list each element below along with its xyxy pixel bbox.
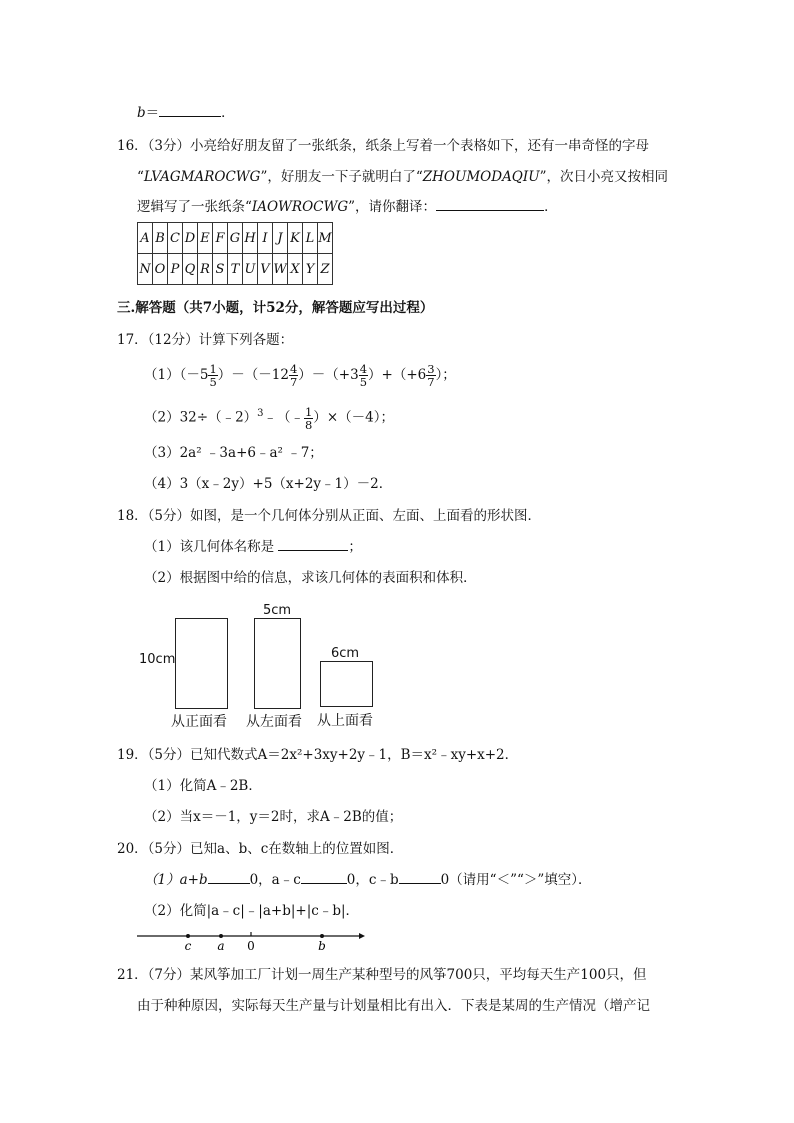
width-label: 5cm	[263, 603, 292, 618]
cipher-cell: N	[138, 254, 153, 285]
fraction: $\frac{1}{5}$	[209, 362, 217, 389]
fraction: $\frac{1}{8}$	[305, 404, 313, 432]
cipher-cell: R	[198, 254, 213, 285]
cipher-cell: J	[273, 223, 288, 254]
q21-line2: 由于种种原因，实际每天生产量与计划量相比有出入．下表是某周的生产情况（增产记	[137, 998, 650, 1014]
cipher-cell: V	[258, 254, 273, 285]
fraction: $\frac{4}{7}$	[289, 362, 298, 389]
q17-part2: （2）32÷（﹣2）$^3$﹣（﹣ $\frac{1}{8}$ ）×（－4）；	[144, 404, 395, 432]
q20-head: 20．（5分）已知a、b、c在数轴上的位置如图．	[117, 841, 404, 857]
cipher-cell: Q	[183, 254, 198, 285]
q19-head: 19．（5分）已知代数式A＝2x²+3xy+2y﹣1，B＝x²﹣xy+x+2．	[117, 747, 519, 763]
cipher-cell: B	[153, 223, 168, 254]
arrow-icon	[359, 933, 365, 939]
left-view-rect	[254, 618, 301, 709]
q15-answer-line: b＝ ．	[137, 105, 235, 121]
q16-line1: 16．（3分）小亮给好朋友留了一张纸条，纸条上写着一个表格如下，还有一串奇怪的字母	[117, 138, 650, 154]
point-a	[219, 934, 223, 938]
cipher-row	[138, 223, 333, 254]
cipher-cell: O	[153, 254, 168, 285]
answer-blank	[208, 871, 250, 884]
cipher-cell: Y	[303, 254, 318, 285]
left-view-caption: 从左面看	[246, 714, 302, 730]
answer-blank	[301, 871, 347, 884]
label-zero: 0	[247, 939, 255, 953]
cipher-table	[137, 222, 333, 285]
cipher-row	[138, 254, 333, 285]
cipher-cell: F	[213, 223, 228, 254]
answer-blank	[278, 538, 348, 551]
cipher-cell: C	[168, 223, 183, 254]
q18-part1: （1）该几何体名称是 ；	[144, 539, 362, 555]
cipher-cell: D	[183, 223, 198, 254]
q17-part3: （3）2a² ﹣3a+6﹣a² ﹣7；	[144, 445, 323, 461]
cipher-cell: I	[258, 223, 273, 254]
q21-line1: 21．（7分）某风筝加工厂计划一周生产某种型号的风筝700只，平均每天生产100只，但	[117, 967, 647, 983]
q16-line2: “LVAGMAROCWG”，好朋友一下子就明白了“ZHOUMODAQIU”，次日小亮又按相同	[137, 169, 668, 185]
number-line	[137, 930, 365, 954]
answer-blank	[436, 198, 544, 211]
cipher-cell: T	[228, 254, 243, 285]
label-a: a	[217, 939, 225, 953]
q19-part1: （1）化简A﹣2B．	[144, 778, 262, 794]
section-heading: 三.解答题（共7小题，计52分，解答题应写出过程）	[117, 300, 434, 316]
answer-blank	[159, 104, 221, 117]
front-view-rect	[175, 618, 228, 709]
top-view-rect	[320, 661, 373, 707]
cipher-cell: Z	[318, 254, 333, 285]
q20-part2: （2）化简|a﹣c|﹣|a+b|+|c﹣b|．	[144, 903, 360, 919]
depth-label: 6cm	[331, 646, 360, 661]
label-c: c	[184, 939, 192, 953]
point-b	[320, 934, 324, 938]
fraction: $\frac{3}{7}$	[427, 362, 435, 389]
top-view-caption: 从上面看	[317, 713, 373, 729]
cipher-cell: K	[288, 223, 303, 254]
cipher-cell: A	[138, 223, 153, 254]
cipher-cell: E	[198, 223, 213, 254]
cipher-cell: L	[303, 223, 318, 254]
label-b: b	[318, 939, 326, 953]
cipher-cell: P	[168, 254, 183, 285]
q19-part2: （2）当x＝－1，y＝2时，求A﹣2B的值；	[144, 809, 403, 825]
q18-part2: （2）根据图中给的信息，求该几何体的表面积和体积．	[144, 570, 477, 586]
cipher-cell: X	[288, 254, 303, 285]
answer-blank	[399, 871, 441, 884]
q18-head: 18．（5分）如图，是一个几何体分别从正面、左面、上面看的形状图．	[117, 508, 542, 524]
q20-part1: （1）a+b 0，a﹣c 0，c﹣b 0（请用“＜”“＞”填空）．	[144, 872, 592, 888]
fraction: $\frac{4}{5}$	[359, 362, 368, 389]
cipher-cell: S	[213, 254, 228, 285]
cipher-cell: H	[243, 223, 258, 254]
cipher-cell: U	[243, 254, 258, 285]
height-label: 10cm	[139, 652, 176, 667]
cipher-cell: G	[228, 223, 243, 254]
q17-head: 17．（12分）计算下列各题：	[117, 332, 294, 348]
q17-part4: （4）3（x﹣2y）+5（x+2y﹣1）－2．	[144, 476, 393, 492]
cipher-cell: M	[318, 223, 333, 254]
point-c	[186, 934, 190, 938]
q17-part1: （1）（－5 $\frac{1}{5}$ ）－（－12 $\frac{4}{7}$ ）－（+3 $\frac{4}{5}$ ）+（+6 $\frac{3}{7}$ ）；	[144, 362, 456, 389]
cipher-cell: W	[273, 254, 288, 285]
q16-line3: 逻辑写了一张纸条“IAOWROCWG”，请你翻译： ．	[137, 199, 558, 215]
front-view-caption: 从正面看	[171, 714, 227, 730]
